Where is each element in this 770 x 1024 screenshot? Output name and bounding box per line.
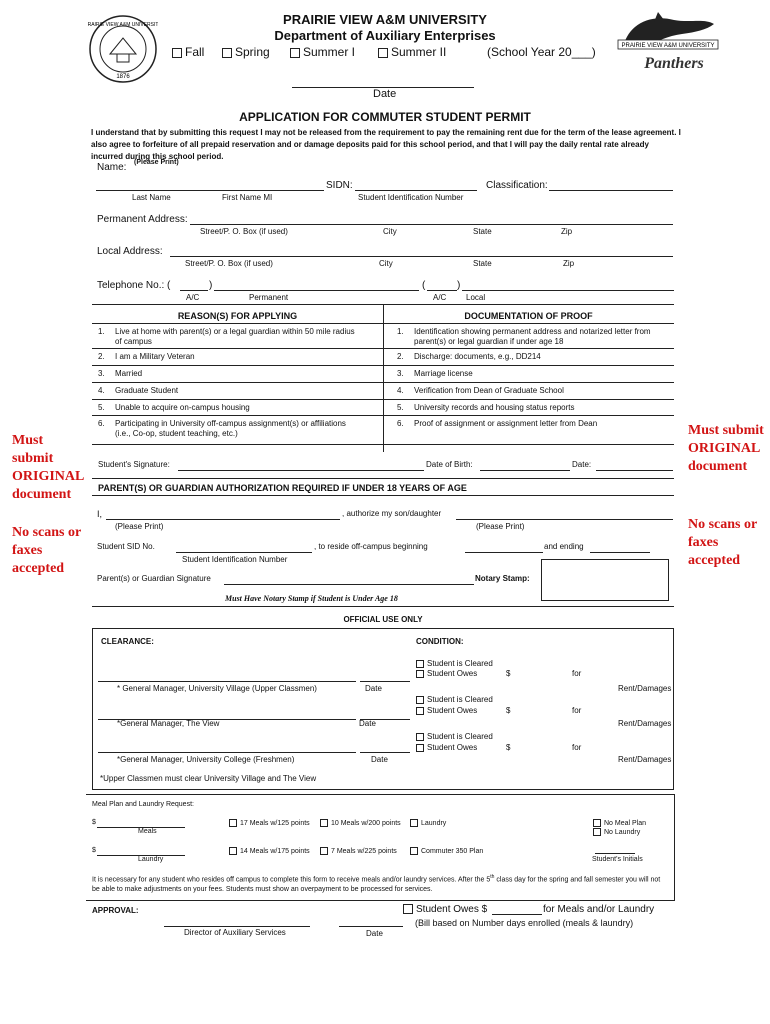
- owes-label: Student Owes: [427, 743, 478, 752]
- plan-label: 17 Meals w/125 points: [240, 819, 310, 827]
- beginning-date-input[interactable]: [465, 552, 543, 553]
- permanent-address-input[interactable]: [190, 224, 673, 225]
- student-sid-label: Student SID No.: [97, 542, 155, 551]
- logo-banner-text: PRAIRIE VIEW A&M UNIVERSITY: [621, 43, 715, 49]
- for-text: for: [572, 669, 582, 678]
- no-scans-note-right: No scans or faxes accepted: [688, 517, 757, 568]
- and-ending-text: and ending: [544, 542, 584, 551]
- sidn-input[interactable]: [355, 190, 477, 191]
- reason-item: Live at home with parent(s) or a legal guardian within 50 mile radius of campus: [115, 327, 355, 346]
- city-caption: City: [379, 259, 393, 268]
- plan-label: No Meal Plan: [604, 819, 647, 827]
- school-year: (School Year 20___): [487, 45, 596, 59]
- street-caption: Street/P. O. Box (if used): [185, 259, 273, 268]
- approval-amount-input[interactable]: [492, 914, 542, 915]
- seal-text: PRAIRIE VIEW A&M UNIVERSITY: [88, 22, 158, 28]
- permanent-caption: Permanent: [249, 293, 289, 302]
- plan-17-meals[interactable]: [229, 819, 310, 827]
- clearance-label: CLEARANCE:: [101, 637, 154, 646]
- term-label: Summer I: [303, 45, 356, 59]
- reasons-header: REASON(S) FOR APPLYING: [177, 311, 298, 321]
- approval-date-input[interactable]: [339, 926, 403, 927]
- manager-1-date-input[interactable]: [360, 681, 410, 682]
- telephone-label: Telephone No.: (: [97, 280, 171, 291]
- doc-item: Marriage license: [414, 369, 473, 378]
- meals-caption: Meals: [138, 828, 157, 835]
- checkbox-icon: [416, 744, 424, 752]
- doc-number: 1.: [397, 327, 404, 336]
- reason-number: 1.: [98, 327, 105, 336]
- ending-date-input[interactable]: [590, 552, 650, 553]
- panther-logo: [616, 8, 720, 74]
- checkbox-icon: [378, 48, 388, 58]
- state-caption: State: [473, 259, 492, 268]
- checkbox-icon: [403, 904, 413, 914]
- plan-label: Commuter 350 Plan: [421, 847, 484, 855]
- checkbox-icon: [593, 828, 601, 836]
- notary-note: Must Have Notary Stamp if Student is Under Age 18: [225, 594, 398, 603]
- clearance-box: [92, 628, 674, 790]
- student-initials-input[interactable]: [595, 853, 635, 854]
- zip-caption: Zip: [561, 227, 573, 236]
- dollar-sign: $: [506, 743, 511, 752]
- plan-14-meals[interactable]: [229, 847, 310, 855]
- student-id-caption: Student Identification Number: [182, 555, 288, 564]
- please-print-caption: (Please Print): [476, 522, 525, 531]
- last-name-caption: Last Name: [132, 193, 171, 202]
- date-of-birth-label: Date of Birth:: [426, 460, 473, 469]
- reason-item: Graduate Student: [115, 386, 179, 395]
- guardian-signature-label: Parent(s) or Guardian Signature: [97, 574, 211, 583]
- plan-label: 7 Meals w/225 points: [331, 847, 397, 855]
- manager-1-date-label: Date: [365, 684, 382, 693]
- manager-3-date-label: Date: [371, 755, 388, 764]
- term-label: Summer II: [391, 45, 447, 59]
- checkbox-icon: [229, 847, 237, 855]
- name-input[interactable]: [96, 190, 324, 191]
- for-text: for: [572, 743, 582, 752]
- classification-label: Classification:: [486, 180, 548, 191]
- parent-i-label: I,: [97, 509, 103, 519]
- rent-damages-label: Rent/Damages: [618, 755, 672, 764]
- manager-1-signature-input[interactable]: [98, 681, 356, 682]
- plan-label: 14 Meals w/175 points: [240, 847, 310, 855]
- must-submit-note-right: Must submit ORIGINAL document: [688, 423, 764, 474]
- please-print-caption: (Please Print): [115, 522, 164, 531]
- term-summer-2[interactable]: [378, 45, 446, 59]
- local-caption: Local: [466, 293, 486, 302]
- manager-2-date-label: Date: [359, 719, 376, 728]
- reason-item: Married: [115, 369, 143, 378]
- reside-text: , to reside off-campus beginning: [314, 542, 428, 551]
- reason-number: 2.: [98, 352, 105, 361]
- checkbox-icon: [320, 847, 328, 855]
- approval-date-caption: Date: [366, 929, 383, 938]
- manager-3-signature-input[interactable]: [98, 752, 356, 753]
- permanent-area-code-input[interactable]: [180, 290, 208, 291]
- form-title: APPLICATION FOR COMMUTER STUDENT PERMIT: [239, 110, 531, 124]
- manager-1-label: * General Manager, University Village (Upper Classmen): [117, 684, 317, 693]
- meal-note-part: It is necessary for any student who resides off campus to complete this form to receive meals and/or laundry services. After the 5: [92, 876, 491, 884]
- name-please-print: (Please Print): [134, 159, 179, 166]
- plan-commuter-350[interactable]: [410, 847, 483, 855]
- plan-label: 10 Meals w/200 points: [331, 819, 401, 827]
- checkbox-icon: [416, 670, 424, 678]
- state-caption: State: [473, 227, 492, 236]
- checkbox-icon: [416, 660, 424, 668]
- local-area-code-input[interactable]: [427, 290, 457, 291]
- upper-classmen-footnote: *Upper Classmen must clear University Village and The View: [100, 774, 317, 783]
- term-summer-1[interactable]: [290, 45, 355, 59]
- local-phone-input[interactable]: [462, 290, 674, 291]
- doc-number: 6.: [397, 419, 404, 428]
- reason-number: 6.: [98, 419, 105, 428]
- laundry-caption: Laundry: [138, 856, 164, 863]
- doc-item: Identification showing permanent address and notarized letter from parent(s) or legal guardian if under age 18: [414, 327, 651, 346]
- doc-item: Verification from Dean of Graduate School: [414, 386, 564, 395]
- checkbox-icon: [172, 48, 182, 58]
- date-label: Date: [373, 88, 397, 100]
- cleared-checkbox[interactable]: [416, 659, 493, 668]
- authorize-text: , authorize my son/daughter: [342, 509, 442, 518]
- department-name: Department of Auxiliary Enterprises: [274, 28, 496, 43]
- owes-checkbox[interactable]: [416, 743, 477, 752]
- student-sid-input[interactable]: [176, 552, 312, 553]
- no-laundry-checkbox[interactable]: [593, 828, 640, 836]
- doc-number: 4.: [397, 386, 404, 395]
- parent-auth-header: PARENT(S) OR GUARDIAN AUTHORIZATION REQUIRED IF UNDER 18 YEARS OF AGE: [98, 483, 467, 493]
- owes-label: Student Owes: [427, 669, 478, 678]
- meals-dollar: $: [92, 819, 96, 826]
- signature-date-label: Date:: [572, 460, 592, 469]
- checkbox-icon: [410, 847, 418, 855]
- term-spring[interactable]: [222, 45, 270, 59]
- first-name-caption: First Name MI: [222, 193, 273, 202]
- dollar-sign: $: [506, 706, 511, 715]
- checkbox-icon: [416, 707, 424, 715]
- doc-number: 2.: [397, 352, 404, 361]
- no-scans-note-left: No scans or faxes accepted: [12, 525, 81, 576]
- university-name: PRAIRIE VIEW A&M UNIVERSITY: [283, 12, 487, 27]
- checkbox-icon: [416, 733, 424, 741]
- rent-damages-label: Rent/Damages: [618, 719, 672, 728]
- manager-3-label: *General Manager, University College (Freshmen): [117, 755, 295, 764]
- bill-note: (Bill based on Number days enrolled (meals & laundry): [415, 918, 634, 928]
- for-text: for: [572, 706, 582, 715]
- permanent-address-label: Permanent Address:: [97, 214, 188, 225]
- term-fall[interactable]: [172, 45, 204, 59]
- local-paren-open: (: [422, 280, 426, 291]
- street-caption: Street/P. O. Box (if used): [200, 227, 288, 236]
- plan-7-meals[interactable]: [320, 847, 397, 855]
- cleared-checkbox[interactable]: [416, 732, 493, 741]
- reason-number: 3.: [98, 369, 105, 378]
- plan-label: No Laundry: [604, 828, 641, 836]
- student-name-input[interactable]: [456, 519, 673, 520]
- meal-request-label: Meal Plan and Laundry Request:: [92, 801, 194, 808]
- guardian-signature-input[interactable]: [224, 584, 474, 585]
- cleared-label: Student is Cleared: [427, 695, 493, 704]
- notary-stamp-box[interactable]: [541, 559, 669, 601]
- seal-year: 1876: [116, 74, 130, 80]
- cleared-checkbox[interactable]: [416, 695, 493, 704]
- meal-note-part: class day for the spring and fall semester you will not be able to make adjustments on your fees. Students must show an overpayment to be processed for services.: [92, 876, 661, 894]
- manager-2-label: *General Manager, The View: [117, 719, 220, 728]
- manager-3-date-input[interactable]: [360, 752, 410, 753]
- meal-policy-note: [92, 872, 668, 895]
- for-meals-label: for Meals and/or Laundry: [543, 904, 655, 915]
- doc-number: 3.: [397, 369, 404, 378]
- plan-laundry[interactable]: [410, 819, 446, 827]
- permanent-phone-input[interactable]: [214, 290, 419, 291]
- logo-script-text: Panthers: [644, 55, 704, 72]
- doc-number: 5.: [397, 403, 404, 412]
- checkbox-icon: [290, 48, 300, 58]
- sidn-label: SIDN:: [326, 180, 353, 191]
- notary-stamp-label: Notary Stamp:: [475, 574, 530, 583]
- owes-checkbox[interactable]: [416, 669, 477, 678]
- reason-item: Participating in University off-campus assignment(s) or affiliations (i.e., Co-op, student teaching, etc.): [115, 419, 346, 438]
- student-initials-caption: Student's Initials: [592, 856, 643, 863]
- date-of-birth-input[interactable]: [480, 470, 570, 471]
- rent-damages-label: Rent/Damages: [618, 684, 672, 693]
- term-label: Spring: [235, 45, 270, 59]
- no-meal-plan-checkbox[interactable]: [593, 819, 646, 827]
- checkbox-icon: [222, 48, 232, 58]
- plan-10-meals[interactable]: [320, 819, 401, 827]
- doc-item: University records and housing status reports: [414, 403, 575, 412]
- term-label: Fall: [185, 45, 205, 59]
- telephone-paren: ): [209, 280, 213, 291]
- city-caption: City: [383, 227, 397, 236]
- reason-number: 4.: [98, 386, 105, 395]
- student-id-caption: Student Identification Number: [358, 193, 464, 202]
- agreement-text: I understand that by submitting this request I may not be released from the requirement to pay the remaining rent due for the term of the lease agreement. I also agree to forfeiture of all prepaid reservation and or damage deposits paid for this school period, and that I will pay the daily rental rate already incurred during this school period.: [91, 128, 681, 161]
- checkbox-icon: [229, 819, 237, 827]
- cleared-label: Student is Cleared: [427, 659, 493, 668]
- dollar-sign: $: [506, 669, 511, 678]
- approval-owes-label: Student Owes $: [416, 904, 488, 915]
- student-signature-input[interactable]: [178, 470, 424, 471]
- owes-label: Student Owes: [427, 706, 478, 715]
- director-signature-input[interactable]: [164, 926, 310, 927]
- local-paren-close: ): [457, 280, 461, 291]
- checkbox-icon: [320, 819, 328, 827]
- parent-name-input[interactable]: [106, 519, 340, 520]
- approval-label: APPROVAL:: [92, 906, 139, 915]
- reason-item: I am a Military Veteran: [115, 352, 195, 361]
- approval-owes-checkbox[interactable]: [403, 904, 487, 915]
- checkbox-icon: [416, 696, 424, 704]
- official-use-header: OFFICIAL USE ONLY: [343, 615, 423, 624]
- name-label: Name:: [97, 162, 127, 173]
- area-code-caption: A/C: [186, 293, 200, 302]
- must-submit-note-left: Must submit ORIGINAL document: [12, 433, 84, 502]
- classification-input[interactable]: [549, 190, 673, 191]
- signature-date-input[interactable]: [596, 470, 673, 471]
- director-caption: Director of Auxiliary Services: [184, 928, 286, 937]
- checkbox-icon: [410, 819, 418, 827]
- student-signature-label: Student's Signature:: [98, 460, 170, 469]
- owes-checkbox[interactable]: [416, 706, 477, 715]
- documentation-header: DOCUMENTATION OF PROOF: [464, 311, 593, 321]
- reason-number: 5.: [98, 403, 105, 412]
- local-address-input[interactable]: [170, 256, 673, 257]
- condition-label: CONDITION:: [416, 637, 464, 646]
- cleared-label: Student is Cleared: [427, 732, 493, 741]
- plan-label: Laundry: [421, 819, 447, 827]
- area-code-caption: A/C: [433, 293, 447, 302]
- doc-item: Discharge: documents, e.g., DD214: [414, 352, 541, 361]
- checkbox-icon: [593, 819, 601, 827]
- reason-item: Unable to acquire on-campus housing: [115, 403, 250, 412]
- meal-note-sup: th: [490, 874, 495, 880]
- doc-item: Proof of assignment or assignment letter from Dean: [414, 419, 598, 428]
- laundry-dollar: $: [92, 847, 96, 854]
- local-address-label: Local Address:: [97, 246, 163, 257]
- zip-caption: Zip: [563, 259, 575, 268]
